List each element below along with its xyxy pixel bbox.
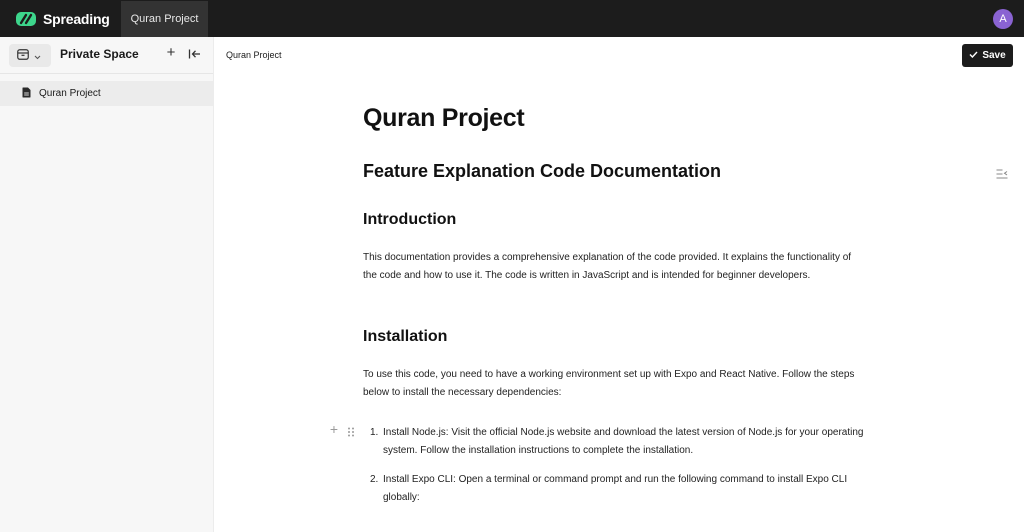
list-item[interactable] xyxy=(370,471,865,507)
tab-quran-project[interactable]: Quran Project xyxy=(121,1,208,37)
list-number: 2. xyxy=(370,474,379,485)
installation-paragraph[interactable]: To use this code, you need to have a working environment set up with Expo and React Native. Follow the steps below to install the necessary dependencies: xyxy=(363,369,855,398)
introduction-heading[interactable]: Introduction xyxy=(363,211,457,228)
list-number: 1. xyxy=(370,427,379,438)
top-bar xyxy=(0,0,1024,37)
introduction-paragraph[interactable]: This documentation provides a comprehensive explanation of the code provided. It explains the functionality of the code and how to use it. The code is written in JavaScript and is intended for beginner developers. xyxy=(363,252,852,281)
save-label: Save xyxy=(982,50,1006,61)
list-item-text: Install Node.js: Visit the official Node.js website and download the latest version of Node.js for your operating system. Follow the installation instructions to complete the installation. xyxy=(383,427,864,456)
page-title[interactable]: Quran Project xyxy=(363,104,525,132)
sidebar-divider xyxy=(0,73,213,74)
save-button[interactable] xyxy=(962,44,1013,67)
brand-logo[interactable] xyxy=(15,9,110,29)
sidebar-item-quran-project[interactable] xyxy=(0,81,213,106)
table-of-contents-button[interactable] xyxy=(996,166,1008,176)
plus-icon: + xyxy=(329,421,339,437)
add-page-button[interactable] xyxy=(164,46,178,60)
collapse-left-icon xyxy=(188,47,201,64)
list-item[interactable] xyxy=(370,424,865,460)
space-title: Private Space xyxy=(60,47,139,61)
add-block-button[interactable] xyxy=(328,422,340,436)
sidebar-item-label: Quran Project xyxy=(39,88,101,99)
space-switcher-button[interactable] xyxy=(9,44,51,67)
installation-heading[interactable]: Installation xyxy=(363,328,448,345)
breadcrumb[interactable]: Quran Project xyxy=(226,50,282,60)
collapse-sidebar-button[interactable] xyxy=(188,47,202,61)
doc-heading[interactable]: Feature Explanation Code Documentation xyxy=(363,161,722,181)
plus-icon: + xyxy=(166,44,176,61)
archive-box-icon xyxy=(17,47,29,65)
list-item-text: Install Expo CLI: Open a terminal or command prompt and run the following command to install Expo CLI globally: xyxy=(383,474,848,503)
document-icon xyxy=(22,85,31,103)
chevron-down-icon xyxy=(34,47,41,65)
sidebar xyxy=(0,37,214,532)
outline-list-icon xyxy=(996,166,1008,183)
brand-name: Spreading xyxy=(43,11,110,27)
drag-dots-icon xyxy=(347,424,355,441)
check-icon xyxy=(969,50,978,61)
spreading-logo-icon xyxy=(15,10,37,28)
drag-handle[interactable] xyxy=(347,424,355,434)
user-avatar[interactable]: A xyxy=(993,9,1013,29)
